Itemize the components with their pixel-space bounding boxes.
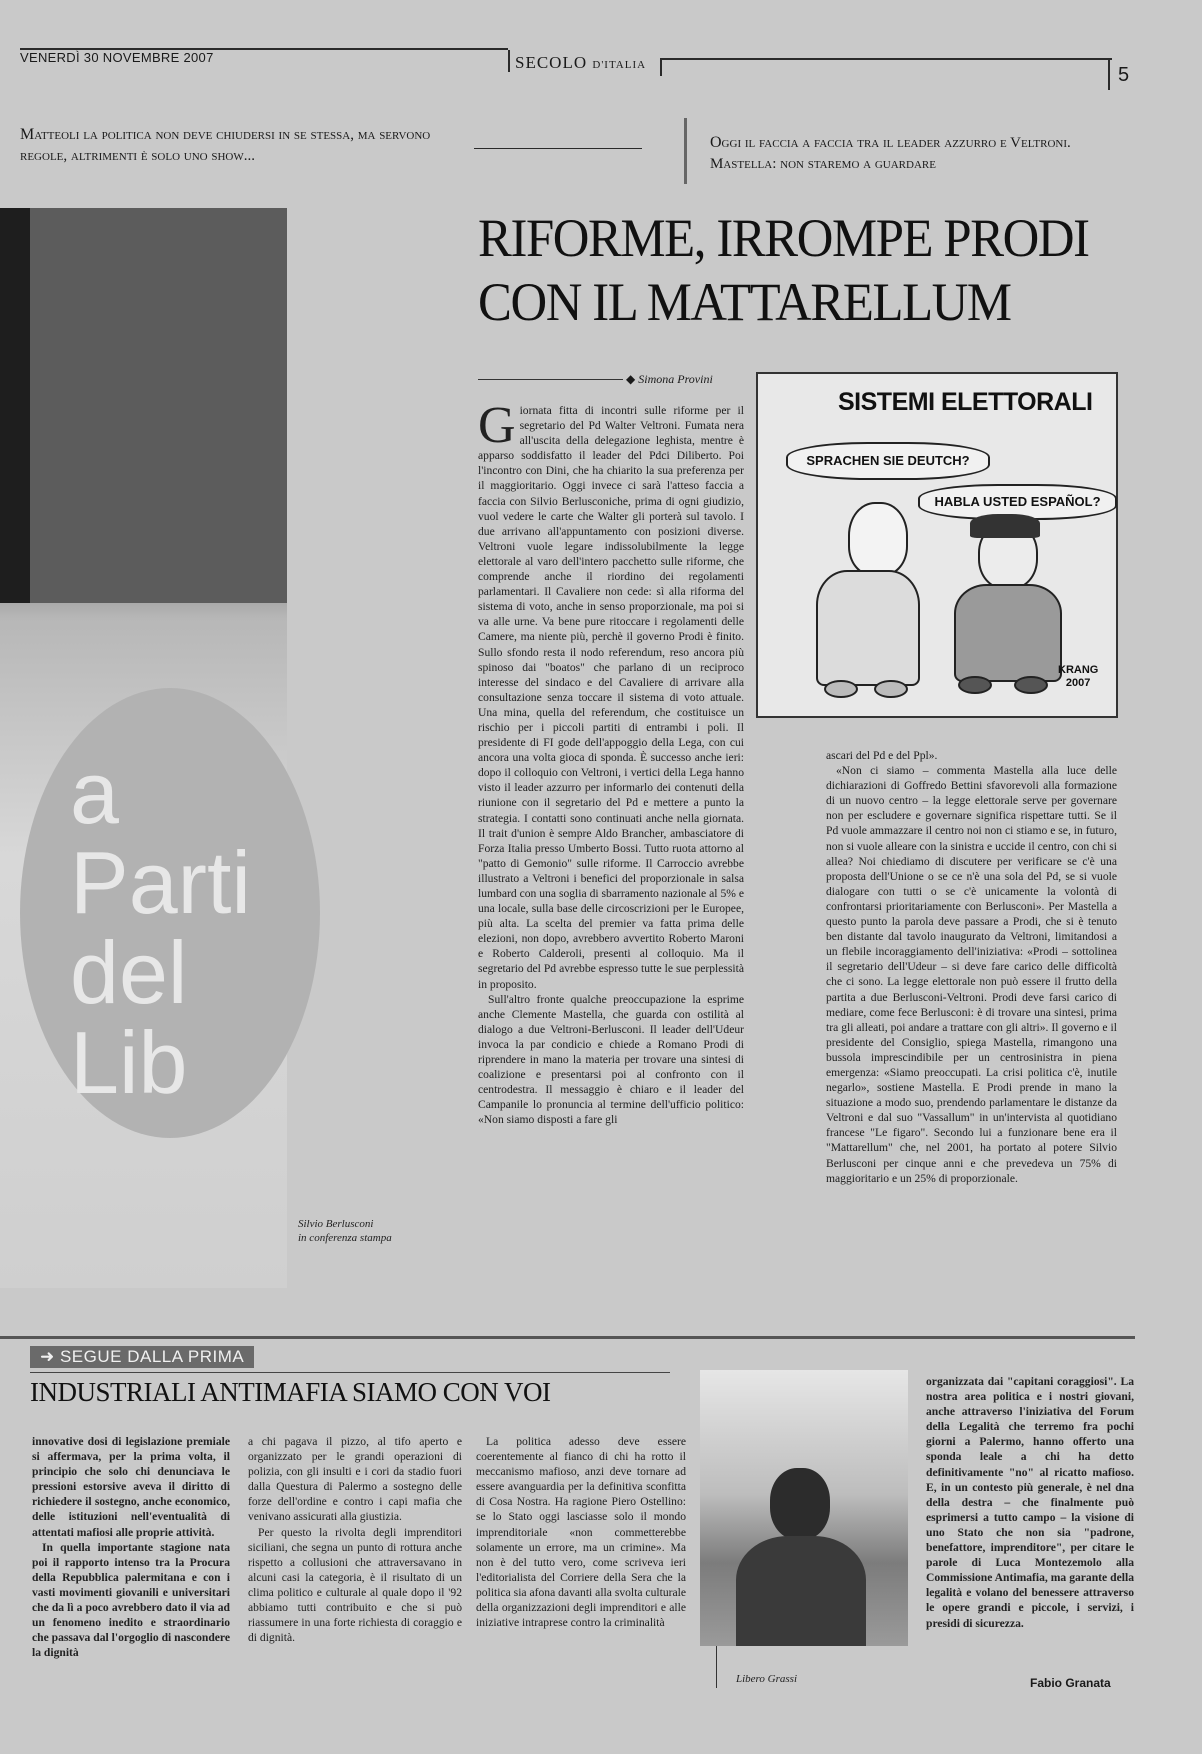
kicker-rule — [474, 148, 642, 149]
header-divider — [508, 50, 510, 72]
page-date: VENERDÌ 30 NOVEMBRE 2007 — [20, 50, 214, 65]
header-rule-right — [662, 58, 1112, 60]
bottom-column-2: a chi pagava il pizzo, al tifo aperto e organizzato per le grandi operazioni di polizia, con gli insulti e i cori da stadio fuori dalla Questura di Palermo a sostegno delle forze dell'ordine e contro i capi mafia che venivano assicurati alla giustizia. Per questo la rivolta degli imprenditori siciliani, che segna un punto di rottura anche rispetto a collusioni che attraversavano in alcuni casi la categoria, è il risultato di un clima politico e culturale al quale dopo il '92 abbiamo tutti contribuito e che si può riassumere in una forte richiesta di coraggio e di dignità. — [248, 1435, 462, 1645]
article-dropcap: G — [478, 397, 516, 454]
main-headline: RIFORME, IRROMPE PRODI CON IL MATTARELLUM — [478, 208, 1089, 332]
article-column-1: Giornata fitta di incontri sulle riforme per il segretario del Pd Walter Veltroni. Fumata nera all'uscita della delegazione leghista, mentre è apparso soddisfatto il leader del Pdci Diliberto. Poi l'incontro con Dini, che ha chiarito la sua preferenza per il maggioritario. Oggi invece ci sarà l'atteso faccia a faccia con Silvio Berlusconiche, prima di ogni giudizio, vuol vedere le carte che Walter gli porterà sul tavolo. I due arrivano all'appuntamento con posizioni diverse. Veltroni vuole legare indissolubilmente la legge elettorale al varo dell'intero pacchetto sulle riforme, che comprende anche il riordino dei regolamenti parlamentari. Il Cavaliere non cede: sì alla riforma del sistema di voto, anche in senso proporzionale, ma poi si va alle urne. Va bene pure ritoccare i regolamenti delle Camere, ma niente più, perchè il governo Prodi è finito. Sullo sfondo resta il nodo referendum, reso ancora più spinoso dai "boatos" che parlano di un reciproco interesse del sindaco e del Cavaliere di arrivare alla consultazione senza toccare il sistema di voto attuale. Una mina, quella del referendum, che costituisce un rischio per i piccoli partiti di entrambi i poli. Il presidente di FI gode dell'appoggio della Lega, con cui ancora una volta gioca di sponda. È successo anche ieri: dopo il colloquio con Veltroni, i vertici della Lega hanno visto il leader azzurro per informarlo dei contenuti della riunione con il segretario del Pd e mettere a punto la strategia. I contatti sono continuati anche nella giornata. Il trait d'union è sempre Aldo Brancher, ambasciatore di Forza Italia presso Umberto Bossi. Tutto ruota attorno al "patto di Gemonio" sulle riforme. Il Carroccio avrebbe illustrato a Veltroni i benefici del proporzionale in salsa lumbard con una soglia di sbarramento nazionale al 5% e una locale, sulla base delle circoscrizioni per le Europee, più alta. La scelta del premier va fatta prima delle elezioni, non dopo, avrebbero avvertito Roberto Maroni e Roberto Calderoli, presenti al colloquio. Ma il segretario del Pd avrebbe espresso tutte le sue perplessità in proposito. Sull'altro fronte qualche preoccupazione la esprime anche Clemente Mastella, che guarda con ostilità al dialogo a due Veltroni-Berlusconi. Il leader dell'Udeur invoca la par condicio e chiede a Romano Prodi di riprendere in mano la materia per trovare una sintesi di coalizione e presentarsi poi al confronto con il centrodestra. Il messaggio è chiaro e il leader del Campanile lo pronuncia al termine dell'ufficio politico: «Non siamo disposti a fare gli — [478, 397, 744, 1127]
cartoon-signature: KRANG 2007 — [1058, 664, 1099, 689]
cartoon-head-left — [848, 502, 908, 576]
section-separator — [0, 1336, 1135, 1339]
photo-caption-rule — [716, 1646, 717, 1688]
cartoon-hair-right — [970, 514, 1040, 538]
kicker-right: Oggi il faccia a faccia tra il leader azzurro e Veltroni. Mastella: non staremo a guardare — [710, 134, 1071, 172]
kicker-right-bar — [684, 118, 687, 184]
photo-dark-area — [0, 208, 287, 603]
bottom-column-3: La politica adesso deve essere coerentemente al fianco di chi ha rotto il meccanismo mafioso, anzi deve tornare ad essere avanguardia per la definitiva sconfitta di Cosa Nostra. Ha ragione Piero Ostellino: se lo Stato oggi lasciasse solo il mondo imprenditoriale «non commetterebbe solamente un errore, ma un crimine». Ma non è del tutto vero, come scriveva ieri l'editorialista del Corriere della Sera che la politica sia afona davanti alla svolta culturale della organizzazioni degli imprenditori e alle iniziative intraprese contro la criminalità — [476, 1435, 686, 1630]
section-label-rule — [30, 1372, 670, 1373]
article-author: Fabio Granata — [1030, 1676, 1111, 1690]
header-divider-2 — [660, 58, 662, 76]
kicker-left: Matteoli la politica non deve chiudersi in se stessa, ma servono regole, altrimenti è solo uno show... — [20, 126, 431, 164]
party-logo-text: a Parti del Lib — [70, 743, 251, 1112]
photo-berlusconi — [0, 208, 287, 1288]
photo-caption: Silvio Berlusconi in conferenza stampa — [298, 1218, 392, 1244]
article-column-2: ascari del Pd e del Ppl». «Non ci siamo – commenta Mastella alla luce delle dichiarazioni di Goffredo Bettini sfavorevoli alla formazione di un nuovo centro – la legge elettorale serve per governare non per escludere e governare significa rispettare tutti. Se il Pd vuole ammazzare il centro noi non ci stiamo e se, in futuro, non si vuole alleare con la sinistra e uccide il centro, con chi si allea? Noi chiediamo di discutere per verificare se c'è una proposta dell'Unione o se ce n'è una sola del Pd, se si vuole dialogare con tutti o se c'è unicamente la volontà di confrontarsi prioritariamente con Berlusconi». Per Mastella a questo punto la parola deve passare a Prodi, che si è tenuto ben distante dal tavolo inaugurato da Veltroni, limitandosi a un flebile incoraggiamento dell'iniziativa: «Prodi – sottolinea il segretario dell'Udeur – si deve fare carico delle difficoltà che ci sono. La legge elettorale non può essere il frutto della partita a due Berlusconi-Veltroni. Prodi deve farsi carico di mediare, come fece Berlusconi: è di trovare una sintesi, prima tra gli alleati, poi andare a trattare con gli altri». Il governo e il presidente del Consiglio, spiega Mastella, rimangono una bussola imprescindibile per un centrosinistra in piena emergenza: «Siamo preoccupati. La crisi politica c'è, inutile negarlo», sostiene Mastella. E Prodi prende in mano la situazione a modo suo, prendendo parlamentare le distanze da Veltroni e dal suo "Vassallum" in un'intervista al quotidiano francese "Le figaro". Secondo lui a funzionare bene era il "Mattarellum" che, nel 2001, ha portato al potere Silvio Berlusconi per cinque anni e che prevedeva un 75% di maggioritario e un 25% di proporzionale. — [826, 749, 1117, 1185]
page-number-divider — [1108, 60, 1110, 90]
bottom-headline: INDUSTRIALI ANTIMAFIA SIAMO CON VOI — [30, 1377, 551, 1407]
cartoon-body-right — [954, 584, 1062, 682]
bottom-photo-caption: Libero Grassi — [736, 1673, 798, 1685]
cartoon-shoe-right-1 — [958, 676, 992, 694]
cartoon-shoe-right-2 — [1014, 676, 1048, 694]
cartoon-title: SISTEMI ELETTORALI — [838, 388, 1093, 416]
bottom-column-4: organizzata dai "capitani coraggiosi". La nostra area politica e i nostri giovani, anche attraverso l'iniziativa del Forum della Legalità che terremo fra pochi giorni a Palermo, hanno offerto una sponda leale a chi ha detto definitivamente "no" al ricatto mafioso. E, in un contesto più generale, è nel dna della destra – che finalmente può esprimersi a tutto campo – la visione di uno Stato che non sia "padrone, benefattore, imprenditore", per citare le parole di Luca Montezemolo alla Commissione Antimafia, ma garante della legalità e volano del benessere attraverso le opere grandi e piccole, i servizi, i presidi di sicurezza. — [926, 1375, 1134, 1630]
byline-rule — [478, 379, 623, 380]
byline: ◆ Simona Provini — [626, 372, 713, 386]
photo-portrait-head — [770, 1468, 830, 1540]
photo-portrait-body — [736, 1536, 866, 1646]
page-number: 5 — [1118, 64, 1130, 86]
photo-libero-grassi — [700, 1370, 908, 1646]
bottom-column-1: innovative dosi di legislazione premiale si affermava, per la prima volta, il principio che solo chi denunciava le pressioni estorsive aveva il diritto di richiedere il sostegno, anche economico, delle istituzioni nell'eventualità di attentati mafiosi alle proprie attività. In quella importante stagione nata poi il rapporto intenso tra la Procura della Repubblica palermitana e con i vasti movimenti giovanili e universitari che da lì a poco avrebbero dato il via ad un fenomeno inedito e straordinario che passava dal l'orgoglio di nascondere la dignità — [32, 1435, 230, 1660]
masthead: SECOLO D'ITALIA — [515, 53, 647, 72]
cartoon-bubble-1: SPRACHEN SIE DEUTCH? — [786, 442, 990, 480]
cartoon-shoe-left-1 — [824, 680, 858, 698]
header-rule-left — [20, 48, 508, 50]
cartoon — [756, 372, 1118, 718]
cartoon-bubble-2: HABLA USTED ESPAÑOL? — [918, 484, 1117, 520]
cartoon-body-left — [816, 570, 920, 686]
photo-figure-edge — [0, 208, 30, 603]
cartoon-shoe-left-2 — [874, 680, 908, 698]
section-label: ➜ SEGUE DALLA PRIMA — [30, 1346, 254, 1368]
